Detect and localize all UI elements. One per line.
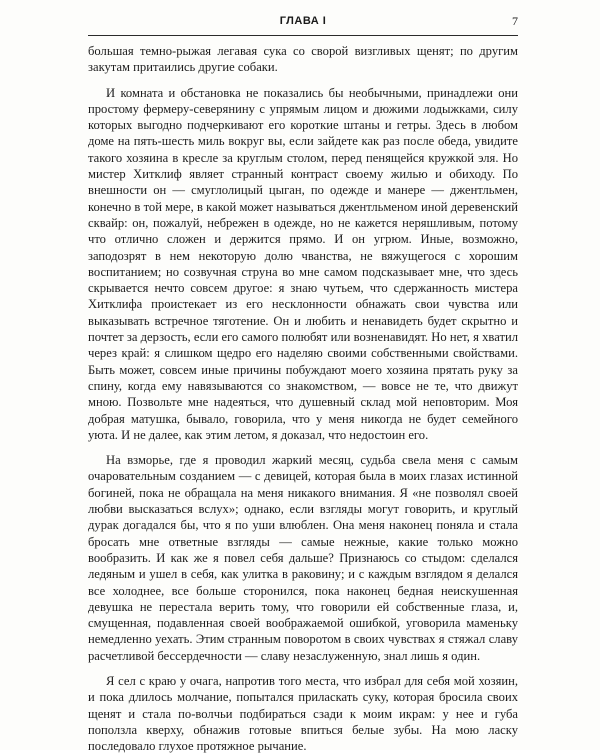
body-text: [88, 43, 518, 754]
paragraph: И комната и обстановка не показались бы необычными, принадлежи они простому фермеру-северянину с упрямым лицом и дюжими лодыжками, силу которых выгодно подчеркивают его короткие штаны и гетры. Здесь в любом доме на пять-шесть миль вокруг вы, если зайдете как раз после обеда, увидите такого хозяина в кресле за круглым столом, перед пенящейся кружкой эля. Но мистер Хитклиф являет странный контраст своему жилью и обиходу. По внешности он — смуглолицый цыган, по одежде и манере — джентльмен, конечно в той мере, в какой может называться джентльменом иной деревенский сквайр: он, пожалуй, небрежен в одежде, но не кажется неряшливым, потому что отлично сложен и держится прямо. И он угрюм. Иные, возможно, заподозрят в нем некоторую долю чванства, не вяжущегося с хорошим воспитанием; но созвучная струна во мне самом подсказывает мне, что здесь скрывается нечто совсем другое: я знаю чутьем, что сдержанность мистера Хитклифа проистекает из его несклонности обнажать свои чувства или выказывать встречное тяготение. Он и любить и ненавидеть будет скрытно и почтет за дерзость, если его самого полюбят или возненавидят. Но нет, я хватил через край: я слишком щедро его наделяю своими собственными свойствами. Быть может, совсем иные причины побуждают моего хозяина прятать руку за спину, когда ему навязываются со знакомством, — вовсе не те, что движут мною. Позвольте мне надеяться, что душевный склад мой неповторим. Моя добрая матушка, бывало, говорила, что у меня никогда не будет семейного уюта. И не далее, как этим летом, я доказал, что недостоин его.: [88, 85, 518, 442]
paragraph: Я сел с краю у очага, напротив того места, что избрал для себя мой хозяин, и пока длилось молчание, попытался приласкать суку, которая бросила своих щенят и стала по-волчьи подбираться сзади к моим икрам: у нее и губа поползла кверху, обнажив готовые впиться белые зубы. На мою ласку последовало глухое протяжное рычание.: [88, 673, 518, 754]
running-head: ГЛАВА I: [279, 15, 327, 27]
paragraph: На взморье, где я проводил жаркий месяц, судьба свела меня с самым очаровательным созданием — с девицей, которая была в моих глазах истинной богиней, пока не обращала на меня никакого внимания. Я «не позволял своей любви высказаться вслух»; однако, если взгляды могут говорить, и круглый дурак догадался бы, что я по уши влюблен. Она меня наконец поняла и стала бросать мне ответные взгляды — самые нежные, какие только можно вообразить. И как же я повел себя дальше? Признаюсь со стыдом: сделался ледяным и ушел в себя, как улитка в раковину; и с каждым взглядом я делался все холоднее, все больше сторонился, пока наконец бедная неискушенная девушка не перестала верить тому, что говорили ей собственные глаза, и, смущенная, подавленная своей воображаемой ошибкой, уговорила маменьку немедленно уехать. Этим странным поворотом в своих чувствах я стяжал славу расчетливой бессердечности — славу незаслуженную, знал лишь я один.: [88, 453, 518, 663]
page-number: 7: [512, 14, 518, 28]
paragraph-continuation: большая темно-рыжая легавая сука со сворой визгливых щенят; по другим закутам притаились другие собаки.: [88, 44, 518, 75]
page-header: [88, 13, 518, 36]
